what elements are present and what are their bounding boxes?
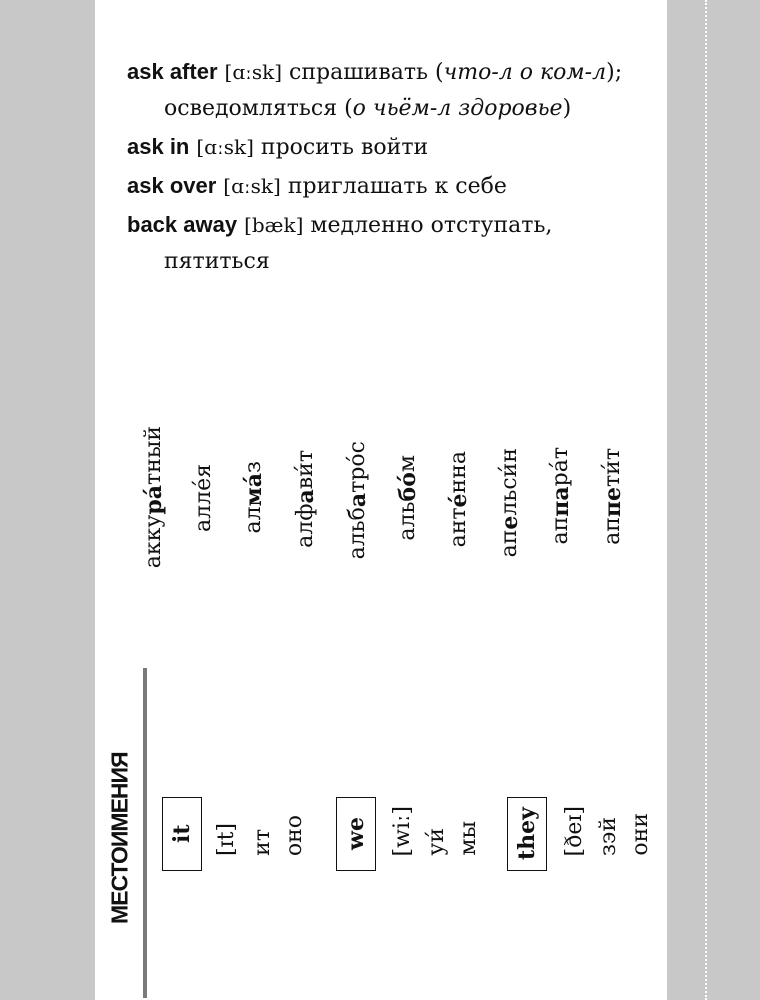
entry-continuation: пятиться (164, 249, 270, 274)
word-column: альбо́м (395, 455, 421, 541)
entry-continuation: ) (562, 96, 572, 121)
word-column: алле́я (191, 464, 216, 532)
entry-transcription: [bæk] (244, 213, 304, 237)
dictionary-block (127, 54, 657, 280)
word-column: алма́з (241, 460, 267, 533)
word-column: аппети́т (600, 448, 626, 545)
entry-transcription: [ɑːsk] (223, 174, 281, 198)
pronoun-box: we (336, 797, 376, 871)
pronoun-box: it (162, 797, 202, 871)
entry-headword: ask in (127, 134, 190, 159)
dictionary-entry (127, 207, 657, 280)
word-column: аппара́т (548, 447, 574, 545)
section-divider (143, 668, 147, 998)
pronoun-box: they (507, 797, 547, 871)
pronoun-reading: ит (250, 829, 275, 856)
pronoun-translation: оно (282, 814, 307, 856)
pronoun-translation: мы (456, 821, 481, 856)
entry-text: ); (606, 60, 623, 85)
pronoun-ipa: [ɪt] (214, 822, 239, 856)
dictionary-entry (127, 168, 657, 205)
pronoun-translation: они (628, 813, 653, 856)
entry-headword: ask over (127, 173, 217, 198)
word-column: анте́нна (446, 450, 472, 547)
pronoun-reading: зэй (596, 817, 621, 856)
entry-continuation: осведомляться ( (164, 96, 353, 121)
pronoun-reading: уи́ (424, 828, 449, 856)
word-column: алфави́т (293, 450, 319, 548)
entry-text: спрашивать ( (289, 60, 444, 85)
entry-text: приглашать к себе (287, 174, 507, 199)
pronoun-ipa: [wiː] (390, 805, 415, 856)
entry-transcription: [ɑːsk] (224, 60, 283, 84)
entry-note: о чьём-л здоровье (352, 96, 563, 121)
entry-transcription: [ɑːsk] (196, 135, 254, 159)
word-column: альбатро́с (345, 440, 371, 559)
pronoun-ipa: [ðeɪ] (562, 805, 587, 856)
entry-note: что-л о ком-л (443, 60, 607, 85)
dictionary-entry (127, 54, 657, 127)
dictionary-entry (127, 129, 657, 166)
entry-headword: back away (127, 212, 238, 237)
word-column: апельси́н (497, 447, 523, 557)
entry-text: медленно отступать, (310, 213, 553, 238)
page-edge-perforation (705, 0, 707, 1000)
word-column: аккура́тный (141, 425, 167, 568)
entry-headword: ask after (127, 59, 218, 84)
entry-text: просить войти (260, 135, 429, 160)
section-title: МЕСТОИМЕНИЯ (106, 752, 133, 924)
